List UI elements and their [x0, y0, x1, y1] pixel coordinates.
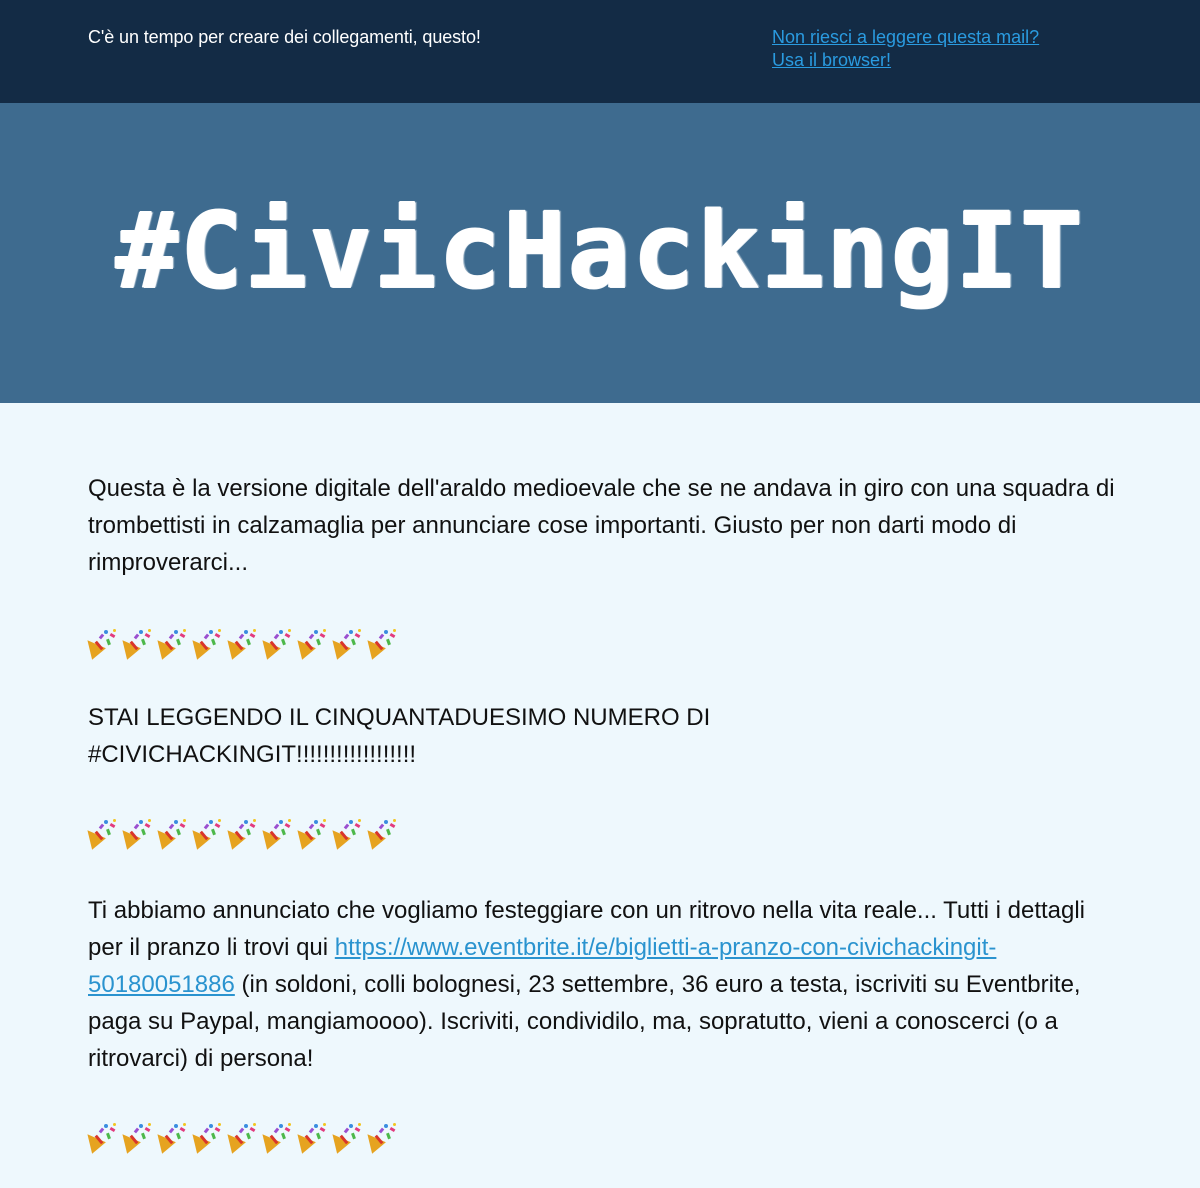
party-popper-icon	[123, 628, 153, 656]
event-text-after-link: (in soldoni, colli bolognesi, 23 settembre, 36 euro a testa, iscriviti su Eventbrite, paga su Paypal, mangiamoooo). Iscriviti, condividilo, ma, sopratutto, vieni a conoscerci (o a ritrovarci) di persona!	[88, 971, 1081, 1072]
party-popper-icon	[263, 628, 293, 656]
view-in-browser-link-line1[interactable]: Non riesci a leggere questa mail?	[772, 27, 1040, 47]
party-popper-icon	[228, 1122, 258, 1150]
preheader-text: C'è un tempo per creare dei collegamenti, questo!	[88, 27, 481, 47]
party-popper-icon	[158, 818, 188, 846]
party-popper-row	[88, 626, 1118, 656]
eventbrite-link[interactable]: https://www.eventbrite.it/e/biglietti-a-pranzo-con-civichackingit-50180051886	[88, 934, 997, 998]
party-popper-icon	[193, 628, 223, 656]
party-popper-icon	[193, 818, 223, 846]
intro-paragraph: Questa è la versione digitale dell'araldo medioevale che se ne andava in giro con una squadra di trombettisti in calzamaglia per annunciare cose importanti. Giusto per non darti modo di rimproverarci...	[88, 475, 1115, 576]
party-popper-icon	[333, 818, 363, 846]
party-popper-icon	[88, 818, 118, 846]
party-popper-icon	[228, 628, 258, 656]
party-popper-icon	[158, 628, 188, 656]
party-popper-row	[88, 1120, 1118, 1150]
event-text-before-link: Ti abbiamo annunciato che vogliamo festeggiare con un ritrovo nella vita reale... Tutti i dettagli per il pranzo li trovi qui	[88, 897, 1086, 961]
party-popper-icon	[193, 1122, 223, 1150]
view-in-browser-link[interactable]	[772, 26, 1039, 72]
party-popper-icon	[123, 1122, 153, 1150]
party-popper-icon	[263, 1122, 293, 1150]
party-popper-icon	[368, 628, 398, 656]
party-popper-icon	[88, 628, 118, 656]
email-body	[88, 470, 1118, 1150]
party-popper-icon	[368, 1122, 398, 1150]
view-in-browser-link-line2[interactable]: Usa il browser!	[772, 50, 892, 70]
party-popper-icon	[298, 1122, 328, 1150]
party-popper-icon	[228, 818, 258, 846]
header-banner	[0, 103, 1200, 403]
civichackingit-logo: #CivicHackingIT	[115, 190, 1085, 312]
party-popper-icon	[88, 1122, 118, 1150]
party-popper-icon	[123, 818, 153, 846]
party-popper-icon	[333, 628, 363, 656]
party-popper-icon	[298, 628, 328, 656]
email-top-bar	[0, 0, 1200, 103]
party-popper-row	[88, 816, 1118, 846]
announcement-heading: STAI LEGGENDO IL CINQUANTADUESIMO NUMERO DI #CIVICHACKINGIT!!!!!!!!!!!!!!!!!!	[88, 704, 711, 768]
party-popper-icon	[158, 1122, 188, 1150]
event-paragraph	[88, 892, 1118, 1077]
party-popper-icon	[333, 1122, 363, 1150]
party-popper-icon	[263, 818, 293, 846]
party-popper-icon	[368, 818, 398, 846]
party-popper-icon	[298, 818, 328, 846]
